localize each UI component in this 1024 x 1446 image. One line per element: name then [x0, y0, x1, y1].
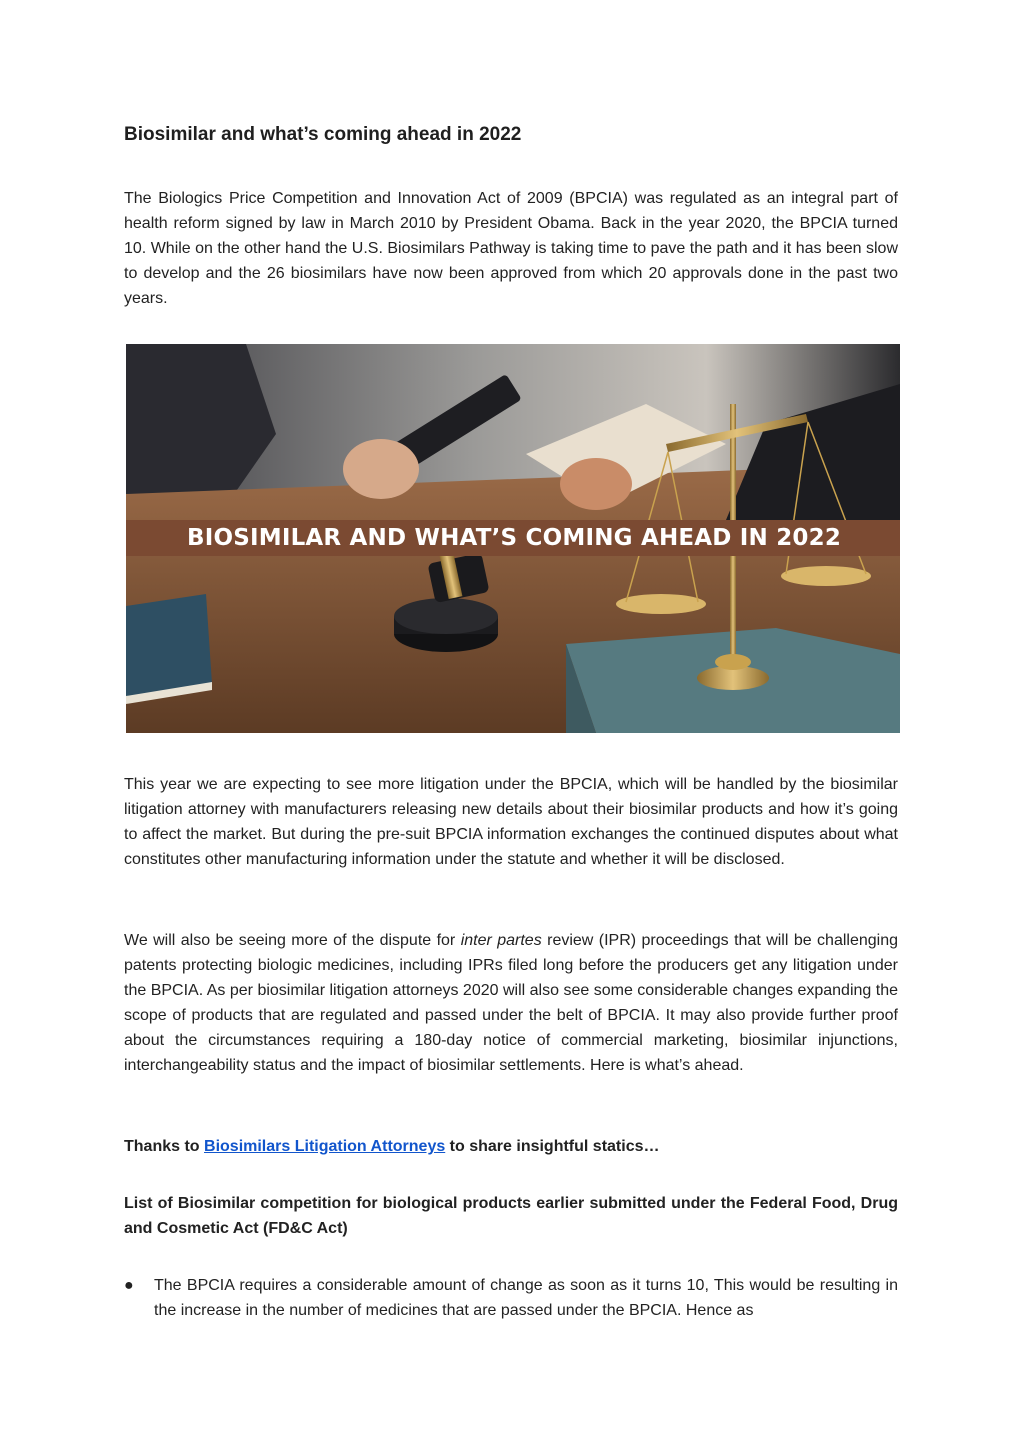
ipr-text-end: review (IPR) proceedings that will be challenging patents protecting biologic medicines, including IPRs filed long before the producers get any litigation under the BPCIA. As per biosimilar litigation attorneys 2020 will also see some considerable changes expanding the scope of products that are regulated and passed under the belt of BPCIA. It may also provide further proof about the circumstances requiring a 180-day notice of commercial marketing, biosimilar injunctions, interchangeability status and the impact of biosimilar settlements. Here is what’s ahead.	[124, 932, 898, 1074]
thanks-suffix: to share insightful statics…	[445, 1138, 660, 1155]
litigation-paragraph: This year we are expecting to see more litigation under the BPCIA, which will be handled by the biosimilar litigation attorney with manufacturers releasing new details about their biosimilar products and how it’s going to affect the market. But during the pre-suit BPCIA information exchanges the continued disputes about what constitutes other manufacturing information under the statute and whether it will be disclosed.	[124, 776, 898, 868]
ipr-paragraph	[124, 928, 898, 1078]
document-title: Biosimilar and what’s coming ahead in 2022	[124, 124, 522, 145]
litigation-section	[124, 772, 898, 872]
thanks-prefix: Thanks to	[124, 1138, 205, 1155]
thanks-section	[124, 1134, 898, 1159]
hero-image	[126, 344, 900, 733]
intro-section	[124, 186, 898, 311]
bullet-marker: ●	[124, 1277, 134, 1294]
list-item	[124, 1273, 898, 1323]
ipr-text-start: We will also be seeing more of the dispute for	[124, 932, 461, 949]
hero-banner	[126, 520, 900, 556]
hero-banner-text: BIOSIMILAR AND WHAT’S COMING AHEAD IN 2022	[186, 525, 842, 551]
thanks-line	[124, 1134, 898, 1159]
ipr-italic-term: inter partes	[460, 932, 542, 949]
list-heading-section	[124, 1191, 898, 1241]
list-heading: List of Biosimilar competition for biological products earlier submitted under the Federal Food, Drug and Cosmetic Act (FD&C Act)	[124, 1195, 898, 1237]
biosimilars-attorneys-link[interactable]: Biosimilars Litigation Attorneys	[204, 1138, 446, 1155]
ipr-section	[124, 928, 898, 1078]
intro-paragraph: The Biologics Price Competition and Innovation Act of 2009 (BPCIA) was regulated as an integral part of health reform signed by law in March 2010 by President Obama. Back in the year 2020, the BPCIA turned 10. While on the other hand the U.S. Biosimilars Pathway is taking time to pave the path and it has been slow to develop and the 26 biosimilars have now been approved from which 20 approvals done in the past two years.	[124, 190, 898, 307]
bullet-text: The BPCIA requires a considerable amount of change as soon as it turns 10, This would be resulting in the increase in the number of medicines that are passed under the BPCIA. Hence as	[154, 1277, 898, 1319]
